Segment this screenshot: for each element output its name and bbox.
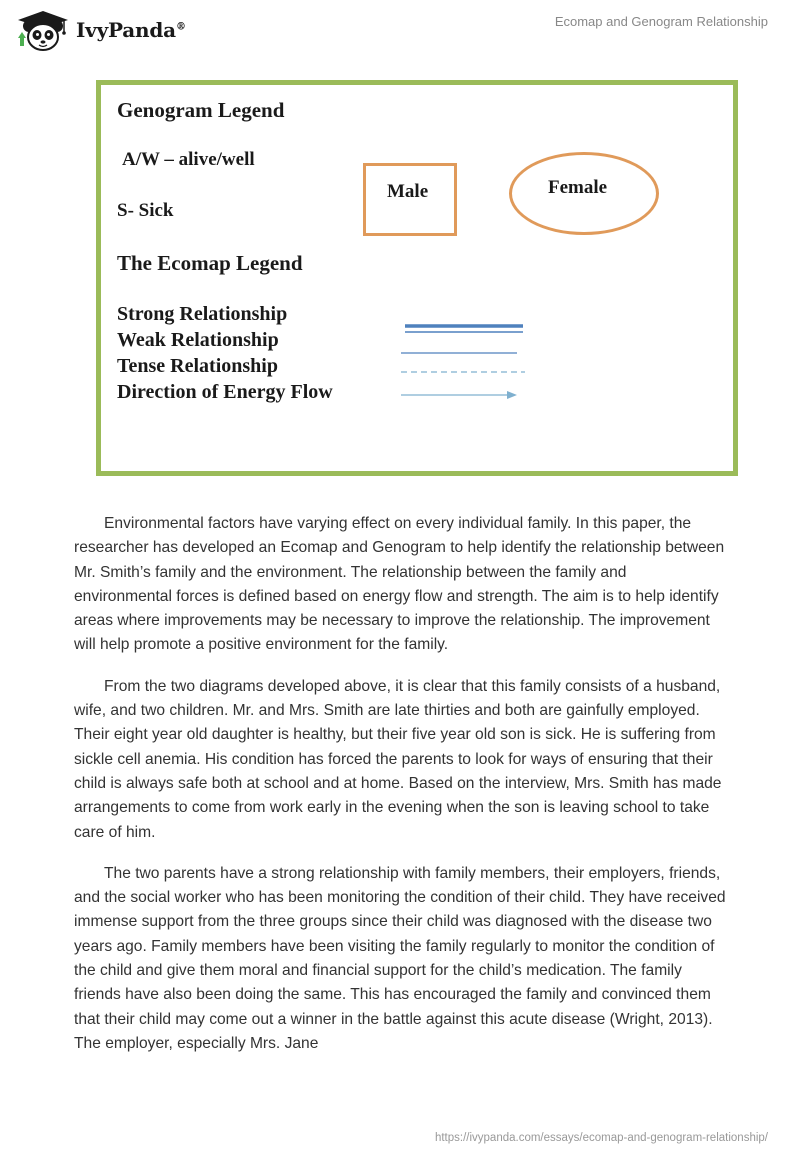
genogram-ecomap-legend-figure <box>96 80 738 476</box>
panda-graduate-icon <box>14 8 72 52</box>
paragraph: Environmental factors have varying effect on every individual family. In this paper, the researcher has developed an Ecomap and Genogram to help identify the relationship between Mr. Smith’s family and the environment. The relationship between the family and environmental forces is defined based on energy flow and strength. The aim is to help identify areas where improvements may be necessary to improve the relationship. The improvement will help promote a positive environment for the family. <box>74 515 725 654</box>
genogram-legend-title: Genogram Legend <box>117 98 285 122</box>
female-symbol <box>509 152 659 235</box>
male-symbol <box>363 163 457 236</box>
ivypanda-logo[interactable] <box>14 8 186 52</box>
female-label: Female <box>548 177 608 198</box>
male-label: Male <box>387 181 429 202</box>
legend-weak-label: Weak Relationship <box>117 329 279 351</box>
paragraph: The two parents have a strong relationship with family members, their employers, friends, and the social worker who has been monitoring the condition of their child. They have received immense support from the three groups since their child was diagnosed with the disease two years ago. Family members have been visiting the family regularly to monitor the condition of the child and give them moral and financial support for the child’s medication. The family friends have also been doing the same. This has encouraged the family and convinced them that their child may come out a winner in the battle against this acute disease (Wright, 2013). The employer, especially Mrs. Jane <box>74 864 726 1052</box>
legend-energy-flow-label: Direction of Energy Flow <box>117 381 333 403</box>
paragraph: From the two diagrams developed above, it is clear that this family consists of a husband, wife, and two children. Mr. and Mrs. Smith are late thirties and both are gainfully employed. Their eight year old daughter is healthy, but their five year old son is sick. He is suffering from sickle cell anemia. His condition has forced the parents to look for ways of ensuring that their child is always safe both at school and at home. Based on the interview, Mrs. Smith has made arrangements to come from work early in the evening when the son is leaving school to take care of him. <box>74 677 722 841</box>
essay-body <box>74 512 726 1073</box>
legend-tense-label: Tense Relationship <box>117 355 278 377</box>
brand-name: IvyPanda® <box>76 18 186 42</box>
sick-label: S- Sick <box>117 200 174 221</box>
energy-flow-arrowhead <box>507 391 517 399</box>
legend-line-samples <box>399 319 529 399</box>
legend-strong-label: Strong Relationship <box>117 303 288 325</box>
ecomap-legend-title: The Ecomap Legend <box>117 251 303 275</box>
alive-well-label: A/W – alive/well <box>122 149 255 170</box>
page-header <box>0 0 800 60</box>
document-title: Ecomap and Genogram Relationship <box>554 14 768 29</box>
source-url[interactable]: https://ivypanda.com/essays/ecomap-and-genogram-relationship/ <box>434 1132 768 1144</box>
